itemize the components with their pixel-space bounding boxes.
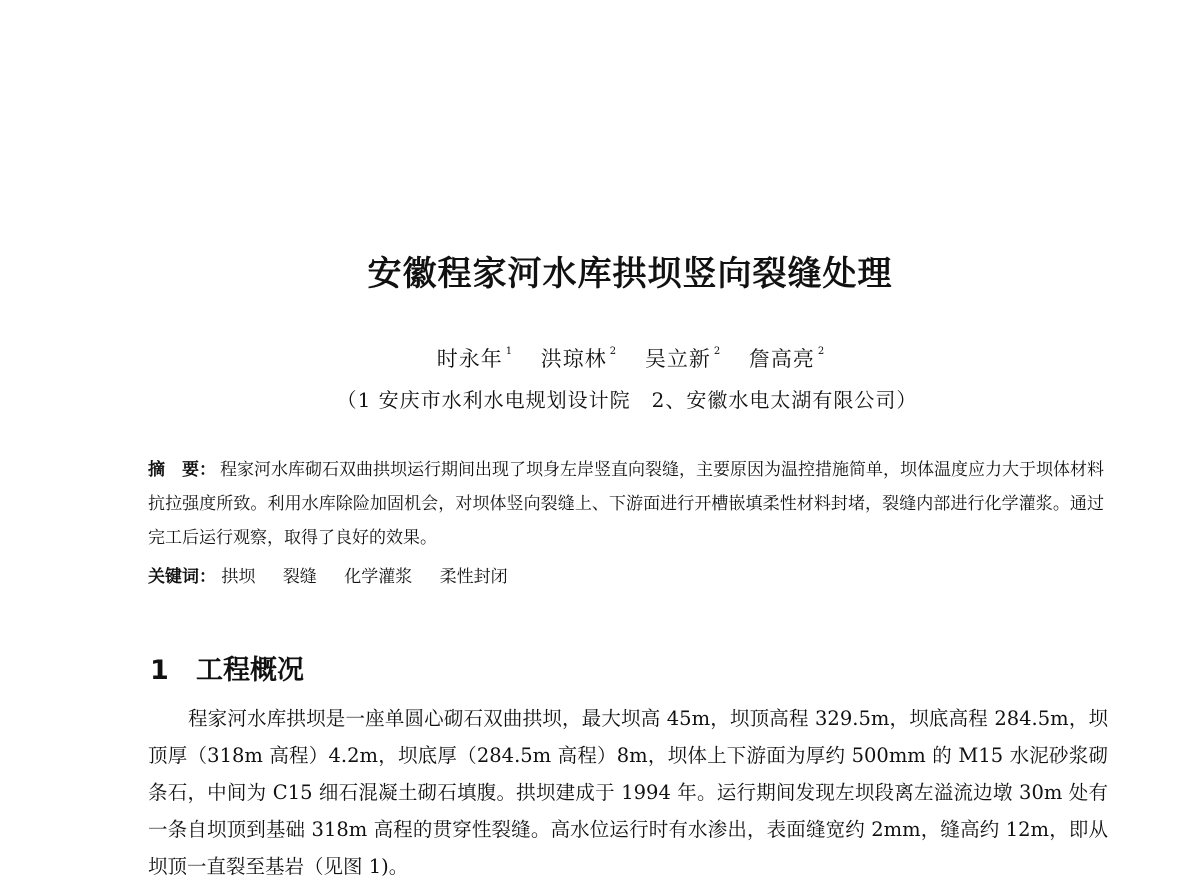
paper-title: 安徽程家河水库拱坝竖向裂缝处理: [367, 254, 893, 294]
keywords-label: 关键词：: [148, 567, 216, 587]
author: 詹高亮 $^2$: [748, 346, 826, 371]
section-title: 工程概况: [196, 655, 304, 686]
section-number: 1: [150, 655, 169, 686]
keyword: 柔性封闭: [439, 567, 508, 587]
abstract-text: 程家河水库砌石双曲拱坝运行期间出现了坝身左岸竖直向裂缝，主要原因为温控措施简单，坝体温度应力大于坝体材料抗拉强度所致。利用水库除险加固机会，对坝体竖向裂缝上、下游面进行开槽嵌填柔性材料封堵，裂缝内部进行化学灌浆。通过完工后运行观察，取得了良好的效果。: [148, 460, 1104, 548]
keyword: 化学灌浆: [344, 567, 413, 587]
keyword: 拱坝: [221, 567, 256, 587]
author: 吴立新 $^2$: [644, 346, 722, 371]
section-heading: [150, 648, 304, 687]
body-paragraph: 程家河水库拱坝是一座单圆心砌石双曲拱坝，最大坝高 45m，坝顶高程 329.5m，坝底高程 284.5m，坝顶厚（318m 高程）4.2m，坝底厚（284.5m 高程）8m，坝体上下游面为厚约 500mm 的 M15 水泥砂浆砌条石，中间为 C15 细石混凝土砌石填腹。拱坝建成于 1994 年。运行期间发现左坝段离左溢流边墩 30m 处有一条自坝顶到基础 318m 高程的贯穿性裂缝。高水位运行时有水渗出，表面缝宽约 2mm，缝高约 12m，即从坝顶一直裂至基岩（见图 1)。: [148, 707, 1108, 878]
keywords: [148, 560, 1104, 594]
keyword: 裂缝: [282, 567, 317, 587]
author: 时永年 $^1$: [436, 346, 514, 371]
author: 洪琼林 $^2$: [540, 346, 618, 371]
affiliation: （1 安庆市水利水电规划设计院 2、安徽水电太湖有限公司）: [336, 388, 918, 412]
abstract: [148, 453, 1104, 555]
abstract-label: 摘 要：: [148, 460, 216, 480]
author-list: [0, 343, 1200, 373]
